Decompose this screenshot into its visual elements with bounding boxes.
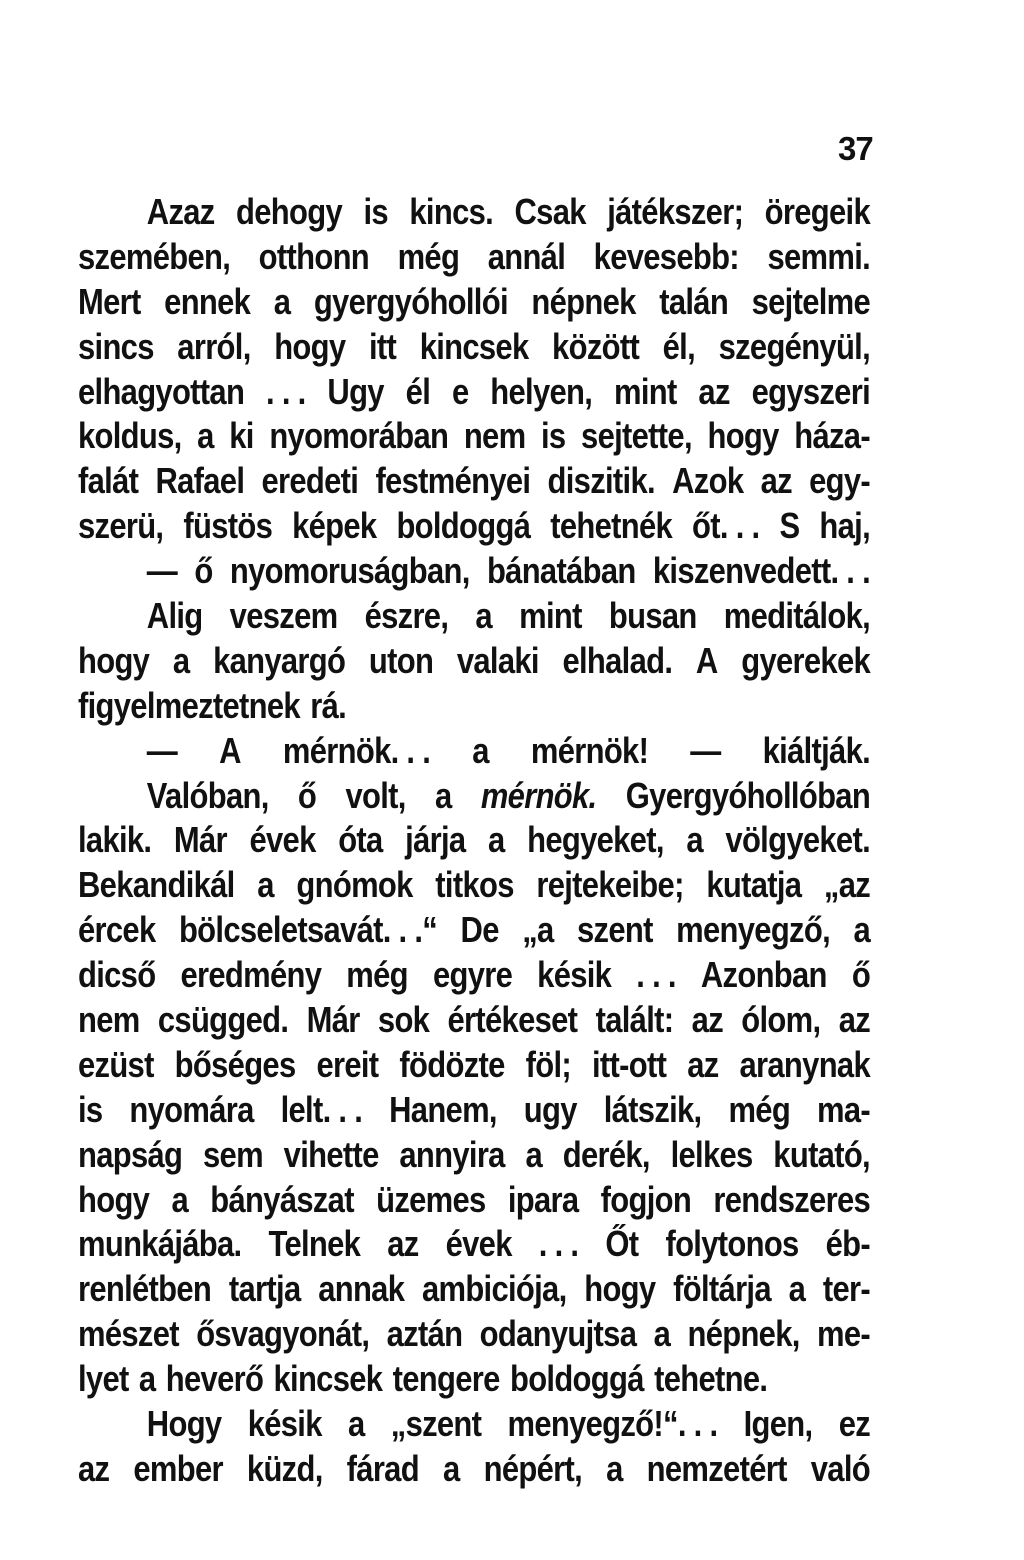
word: vihette (283, 1133, 379, 1175)
word: — (146, 729, 178, 771)
word: még (728, 1088, 791, 1130)
text-line (78, 1267, 870, 1312)
text-line (78, 1447, 870, 1492)
word: a (197, 415, 214, 457)
word: lyet (78, 1358, 129, 1400)
text-line (78, 863, 870, 908)
word: a (686, 819, 703, 861)
word: titkos (435, 864, 514, 906)
text-line (78, 549, 870, 594)
word: gyergyóhollói (313, 280, 508, 322)
word: ő (851, 954, 871, 996)
word: fárad (346, 1447, 419, 1489)
word: hogy (78, 639, 150, 681)
word: mérnök! (530, 729, 649, 771)
word: aranynak (739, 1043, 870, 1085)
word: — (690, 729, 721, 771)
word: nyomára (129, 1088, 254, 1130)
word: uton (368, 639, 434, 681)
word: ki (229, 415, 254, 457)
text-line (78, 998, 870, 1043)
word: küzd, (246, 1447, 323, 1489)
word: Telnek (268, 1223, 361, 1265)
word: ő (194, 550, 213, 592)
word: aztán (386, 1313, 463, 1355)
word: kincs. (409, 191, 494, 232)
word: nyomoruságban, (229, 550, 470, 592)
word: az (760, 460, 792, 502)
word: Azaz (146, 191, 215, 232)
word: ez (838, 1403, 871, 1445)
word: háza- (794, 415, 870, 457)
word: lakik. (78, 819, 152, 861)
word: képek (292, 505, 377, 547)
word: Igen, (743, 1403, 813, 1445)
word: ereit (316, 1043, 379, 1085)
word: dehogy (236, 191, 343, 232)
word: derék, (562, 1133, 650, 1175)
word: ember (133, 1447, 223, 1489)
word: valaki (456, 639, 539, 681)
text-line (78, 414, 870, 459)
word: szemében, (78, 235, 231, 277)
word: nemzetért (646, 1447, 787, 1489)
word: a (475, 595, 492, 637)
word: szent (577, 909, 653, 951)
word: haj, (819, 505, 871, 547)
word: Valóban, (146, 774, 269, 816)
word: annyira (399, 1133, 505, 1175)
word: föl; (525, 1043, 572, 1085)
word: sejtette, (581, 415, 692, 457)
word: me- (817, 1313, 871, 1355)
word: kevesebb: (593, 235, 739, 277)
word: völgyeket. (725, 819, 870, 861)
word: kincsek (419, 325, 529, 367)
word: az (687, 1043, 719, 1085)
word: elhalad. (562, 639, 673, 681)
word: még (397, 235, 460, 277)
word: nem (78, 999, 140, 1041)
word: busan (608, 595, 697, 637)
word: a (525, 1133, 543, 1175)
word: Hanem, (389, 1088, 497, 1130)
text-line (78, 908, 870, 953)
word: Gyergyóhollóban (625, 774, 871, 816)
word: népnek (531, 280, 636, 322)
word: tengere (392, 1358, 500, 1400)
word: hogy (707, 415, 779, 457)
word: „szent (390, 1403, 482, 1445)
word: bölcseletsavát. . .“ (178, 909, 438, 951)
word: meditálok, (723, 595, 871, 637)
text-line (78, 190, 870, 235)
word: a (138, 1358, 156, 1400)
word: ércek (78, 909, 156, 951)
word: való (810, 1447, 870, 1489)
word: a (172, 639, 190, 681)
word: kincsek (273, 1358, 383, 1400)
word: szerü, (78, 505, 164, 547)
word: eredmény (180, 954, 322, 996)
word: a (171, 1178, 189, 1220)
word: Őt (605, 1223, 639, 1265)
word: éb- (825, 1223, 871, 1265)
word: ezüst (78, 1043, 154, 1085)
word: járja (405, 819, 466, 861)
word: észre, (364, 595, 449, 637)
word: a (347, 1403, 365, 1445)
word: Azonban (700, 954, 827, 996)
word: a (606, 1447, 623, 1489)
word: mint (519, 595, 582, 637)
word: a (273, 280, 291, 322)
word: egyre (432, 954, 513, 996)
word: őt. . . (692, 505, 760, 547)
text-line (78, 370, 870, 415)
word: Ugy (327, 370, 384, 412)
word: látszik, (603, 1088, 702, 1130)
word: gnómok (296, 864, 413, 906)
word: munkájába. (78, 1223, 242, 1265)
text-line (78, 818, 870, 863)
word: rejtekeibe; (536, 864, 684, 906)
word: bányászat (210, 1178, 354, 1220)
word: évek (445, 1223, 512, 1265)
word: falát (78, 460, 139, 502)
text-line (78, 504, 870, 549)
word: kiáltják. (762, 729, 871, 771)
word: menyegző, (676, 909, 830, 951)
word: a (472, 729, 489, 771)
word: heverő (165, 1358, 264, 1400)
word: hogy (78, 1178, 150, 1220)
word: S (779, 505, 800, 547)
text-line (78, 594, 870, 639)
word: A (219, 729, 241, 771)
word: odanyujtsa (479, 1313, 637, 1355)
word: is (541, 415, 566, 457)
word: hegyeket, (527, 819, 664, 861)
word: ólom, (741, 999, 821, 1041)
word: annál (487, 235, 566, 277)
word: fogjon (600, 1178, 692, 1220)
text-line (78, 774, 870, 819)
word: Azok (672, 460, 744, 502)
word: . . . (538, 1223, 579, 1265)
word: hogy (274, 325, 346, 367)
word: ambiciója, (421, 1268, 567, 1310)
word: talált: (595, 999, 674, 1041)
word: sem (203, 1133, 263, 1175)
word: kutatja (706, 864, 802, 906)
word: elhagyottan (78, 370, 245, 412)
text-line (78, 1402, 870, 1447)
word: üzemes (376, 1178, 486, 1220)
text-line (78, 729, 870, 774)
word: kanyargó (213, 639, 346, 681)
word: volt, (345, 774, 406, 816)
word: a (487, 819, 505, 861)
word: dicső (78, 954, 156, 996)
word: Csak (514, 191, 586, 232)
word: óta (338, 819, 383, 861)
word: a (788, 1268, 806, 1310)
word: koldus, (78, 415, 182, 457)
word: A (695, 639, 718, 681)
word: itt (368, 325, 397, 367)
word: késik (537, 954, 612, 996)
word: diszitik. (547, 460, 655, 502)
word: az (838, 999, 871, 1041)
word: festményei (375, 460, 531, 502)
word: figyelmeztetnek (78, 684, 300, 726)
word: játékszer; (607, 191, 744, 232)
word: mérnök. . . (282, 729, 431, 771)
word: „a (522, 909, 554, 951)
text-line (78, 235, 870, 280)
text-line (78, 1357, 870, 1402)
word: a (443, 1447, 460, 1489)
word: Alig (146, 595, 203, 637)
word: a (653, 1313, 671, 1355)
word: nem (463, 415, 526, 457)
word: folytonos (665, 1223, 799, 1265)
word: évek (249, 819, 316, 861)
word: értékeset (447, 999, 578, 1041)
word: az (691, 999, 723, 1041)
word: sejtelme (751, 280, 871, 322)
word: eredeti (261, 460, 359, 502)
word: bőséges (174, 1043, 296, 1085)
word: mint (613, 370, 677, 412)
word: lelkes (670, 1133, 753, 1175)
word: Bekandikál (78, 864, 235, 906)
word: nyomorában (269, 415, 449, 457)
word: tehetnék (550, 505, 673, 547)
word: semmi. (767, 235, 871, 277)
word: ugy (523, 1088, 577, 1130)
word: él (405, 370, 431, 412)
word: föltárja (673, 1268, 771, 1310)
word: gyerekek (741, 639, 871, 681)
word: e (451, 370, 469, 412)
word: menyegző!“. . . (507, 1403, 718, 1445)
word: Rafael (155, 460, 245, 502)
text-line (78, 1133, 870, 1178)
word: itt-ott (591, 1043, 667, 1085)
word: ő (297, 774, 317, 816)
word: kiszenvedett. . . (652, 550, 871, 592)
text-line (78, 1178, 870, 1223)
word: arról, (177, 325, 251, 367)
word: födözte (399, 1043, 505, 1085)
word: között (552, 325, 640, 367)
word: csügged. (157, 999, 289, 1041)
word: Már (173, 819, 227, 861)
word: boldoggá (396, 505, 531, 547)
text-line (78, 280, 870, 325)
word: talán (659, 280, 729, 322)
text-line (78, 1222, 870, 1267)
word: Hogy (146, 1403, 222, 1445)
word: a (853, 909, 870, 951)
word: mérnök. (480, 774, 597, 816)
word: tehetne. (654, 1358, 768, 1400)
word: napság (78, 1133, 183, 1175)
word: még (346, 954, 408, 996)
word: otthonn (258, 235, 370, 277)
word: helyen, (490, 370, 593, 412)
word: ennek (164, 280, 251, 322)
word: sok (377, 999, 430, 1041)
word: rendszeres (713, 1178, 871, 1220)
word: bánatában (486, 550, 636, 592)
word: hogy (584, 1268, 656, 1310)
word: is (78, 1088, 103, 1130)
word: kutató, (773, 1133, 870, 1175)
word: füstös (183, 505, 273, 547)
word: „az (823, 864, 871, 906)
word: a (434, 774, 452, 816)
word: egy- (809, 460, 871, 502)
word: az (698, 370, 730, 412)
word: ősvagyonát, (196, 1313, 370, 1355)
word: . . . (266, 370, 306, 412)
word: egyszeri (751, 370, 870, 412)
word: . . . (636, 954, 676, 996)
body-text (78, 190, 870, 1492)
word: sincs (78, 325, 154, 367)
word: késik (247, 1403, 322, 1445)
text-line (78, 459, 870, 504)
text-line (78, 639, 870, 684)
word: Mert (78, 280, 141, 322)
word: — (146, 550, 178, 592)
word: Már (306, 999, 360, 1041)
word: tartja (228, 1268, 301, 1310)
word: annak (318, 1268, 405, 1310)
word: ipara (507, 1178, 579, 1220)
word: renlétben (78, 1268, 212, 1310)
word: mészet (78, 1313, 179, 1355)
word: a (257, 864, 274, 906)
word: veszem (229, 595, 338, 637)
word: boldoggá (509, 1358, 644, 1400)
word: ter- (822, 1268, 871, 1310)
page-number: 37 (838, 130, 873, 167)
word: szegényül, (718, 325, 871, 367)
text-line (78, 1312, 870, 1357)
text-line (78, 325, 870, 370)
text-line (78, 684, 870, 729)
word: De (460, 909, 499, 951)
text-line (78, 1043, 870, 1088)
word: az (387, 1223, 419, 1265)
word: népért, (483, 1447, 583, 1489)
word: él, (662, 325, 696, 367)
word: népnek, (687, 1313, 800, 1355)
text-line (78, 953, 870, 998)
word: is (363, 191, 388, 232)
word: öregeik (764, 191, 870, 232)
word: ma- (816, 1088, 870, 1130)
word: az (78, 1447, 110, 1489)
word: rá. (310, 684, 347, 726)
text-line (78, 1088, 870, 1133)
word: lelt. . . (280, 1088, 363, 1130)
